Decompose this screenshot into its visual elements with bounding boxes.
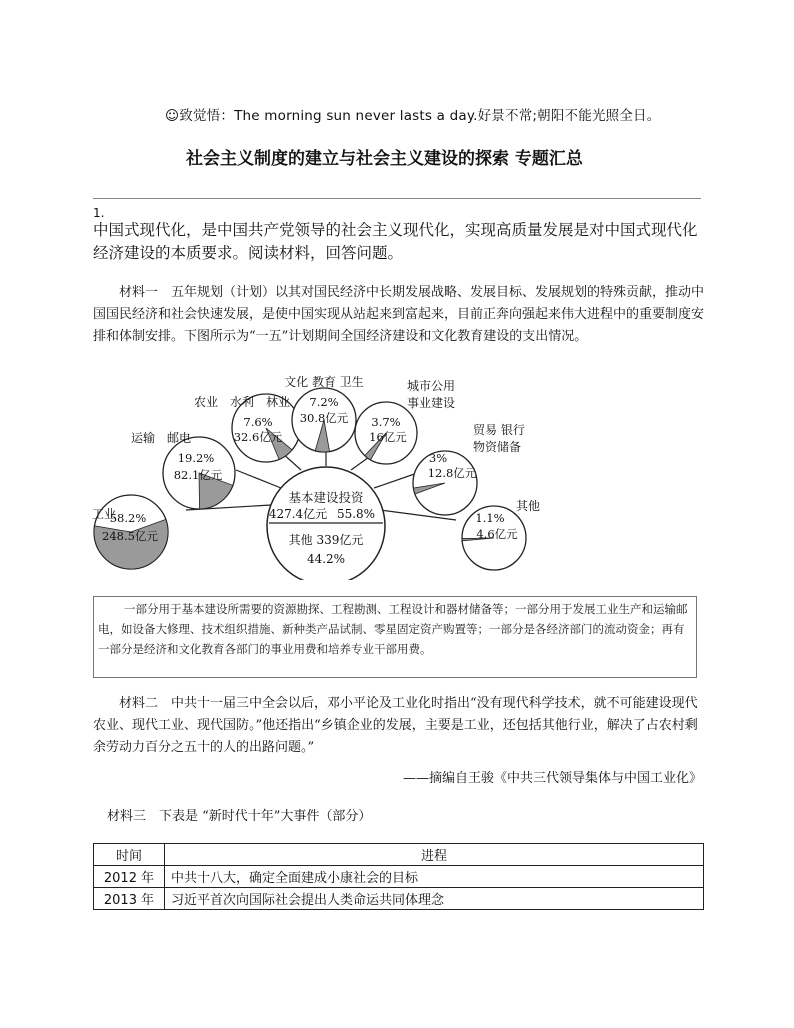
note-text: 一部分用于基本建设所需要的资源勘探、工程勘测、工程设计和器材储备等；一部分用于发展工业生产和运输邮电，如设备大修理、技术组织措施、新种类产品试制、零星固定资产购置等；一部分是各经济部门的流动资金；再有一部分是经济和文化教育各部门的事业用费和培养专业干部用费。 bbox=[98, 602, 688, 656]
material-1 bbox=[93, 282, 705, 348]
table-cell-event: 习近平首次向国际社会提出人类命运共同体理念 bbox=[165, 888, 704, 910]
sector-percent-culture: 7.2% bbox=[309, 395, 339, 409]
sector-name-other: 其他 bbox=[516, 499, 541, 513]
table-row bbox=[94, 866, 704, 888]
center-top-label: 基本建设投资 bbox=[288, 490, 364, 505]
sector-value-culture: 30.8亿元 bbox=[299, 411, 349, 425]
table-cell-year: 2013 年 bbox=[94, 888, 165, 910]
sector-name-urban-line1: 城市公用 bbox=[407, 379, 456, 393]
source-citation: ——摘编自王骏《中共三代领导集体与中国工业化》 bbox=[402, 771, 702, 786]
center-bottom-percent: 44.2% bbox=[306, 552, 346, 566]
sector-name-trade-line2: 物资储备 bbox=[473, 440, 522, 454]
table-cell-year: 2012 年 bbox=[94, 866, 165, 888]
material-1-text: 材料一 五年规划（计划）以其对国民经济中长期发展战略、发展目标、发展规划的特殊贡献，推动中国国民经济和社会快速发展，是使中国实现从站起来到富起来，目前正奔向强起来伟大进程中的重要制度安排和体制安排。下图所示为“一五”计划期间全国经济建设和文化教育建设的支出情况。 bbox=[93, 285, 705, 344]
sector-name-trade-line1: 贸易 银行 bbox=[473, 423, 525, 437]
sector-value-agriculture: 32.6亿元 bbox=[233, 430, 283, 444]
material-2-text: 材料二 中共十一届三中全会以后，邓小平论及工业化时指出“没有现代科学技术，就不可能建设现代农业、现代工业、现代国防。”他还指出“乡镇企业的发展，主要是工业，还包括其他行业，解决了占农村剩余劳动力百分之五十的人的出路问题。” bbox=[93, 696, 698, 755]
table-header-progress: 进程 bbox=[165, 844, 704, 866]
sector-value-urban: 16亿元 bbox=[369, 430, 407, 444]
center-top-percent: 55.8% bbox=[336, 507, 376, 521]
material-2 bbox=[93, 693, 705, 759]
sector-percent-urban: 3.7% bbox=[371, 415, 401, 429]
sector-name-urban-line2: 事业建设 bbox=[407, 396, 456, 410]
sector-percent-other: 1.1% bbox=[475, 511, 505, 525]
page-title: 社会主义制度的建立与社会主义建设的探索 专题汇总 bbox=[186, 149, 583, 169]
sector-value-transport: 82.1亿元 bbox=[173, 468, 223, 482]
sector-value-other: 4.6亿元 bbox=[476, 527, 518, 541]
table-header-time: 时间 bbox=[94, 844, 165, 866]
sector-name-culture: 文化 教育 卫生 bbox=[284, 375, 364, 389]
motto-line: ☺致觉悟：The morning sun never lasts a day.好景不常;朝阳不能光照全日。 bbox=[165, 108, 661, 124]
center-top-value: 427.4亿元 bbox=[268, 507, 328, 521]
table-header-row bbox=[94, 844, 704, 866]
question-number: 1. bbox=[93, 206, 105, 220]
table-cell-event: 中共十八大，确定全面建成小康社会的目标 bbox=[165, 866, 704, 888]
sector-value-industry: 248.5亿元 bbox=[102, 529, 158, 543]
question-intro: 中国式现代化，是中国共产党领导的社会主义现代化，实现高质量发展是对中国式现代化经济建设的本质要求。阅读材料，回答问题。 bbox=[93, 221, 698, 262]
material-3: 材料三 下表是 “新时代十年”大事件（部分） bbox=[107, 809, 372, 824]
expenditure-chart bbox=[86, 370, 556, 580]
arrow-transport bbox=[236, 470, 281, 488]
sector-value-trade: 12.8亿元 bbox=[427, 466, 477, 480]
sector-name-industry: 工业 bbox=[92, 507, 117, 521]
divider bbox=[93, 198, 701, 199]
sector-name-agriculture: 农业 水利 林业 bbox=[194, 395, 291, 409]
sector-name-transport: 运输 邮电 bbox=[131, 431, 192, 445]
table-row bbox=[94, 888, 704, 910]
sector-percent-industry: 58.2% bbox=[109, 511, 147, 525]
sector-percent-agriculture: 7.6% bbox=[243, 415, 273, 429]
events-table bbox=[93, 843, 704, 910]
sector-percent-transport: 19.2% bbox=[177, 451, 215, 465]
note-box bbox=[93, 596, 697, 678]
center-bottom-value: 其他 339亿元 bbox=[288, 533, 364, 547]
sector-percent-trade: 3% bbox=[428, 451, 448, 465]
